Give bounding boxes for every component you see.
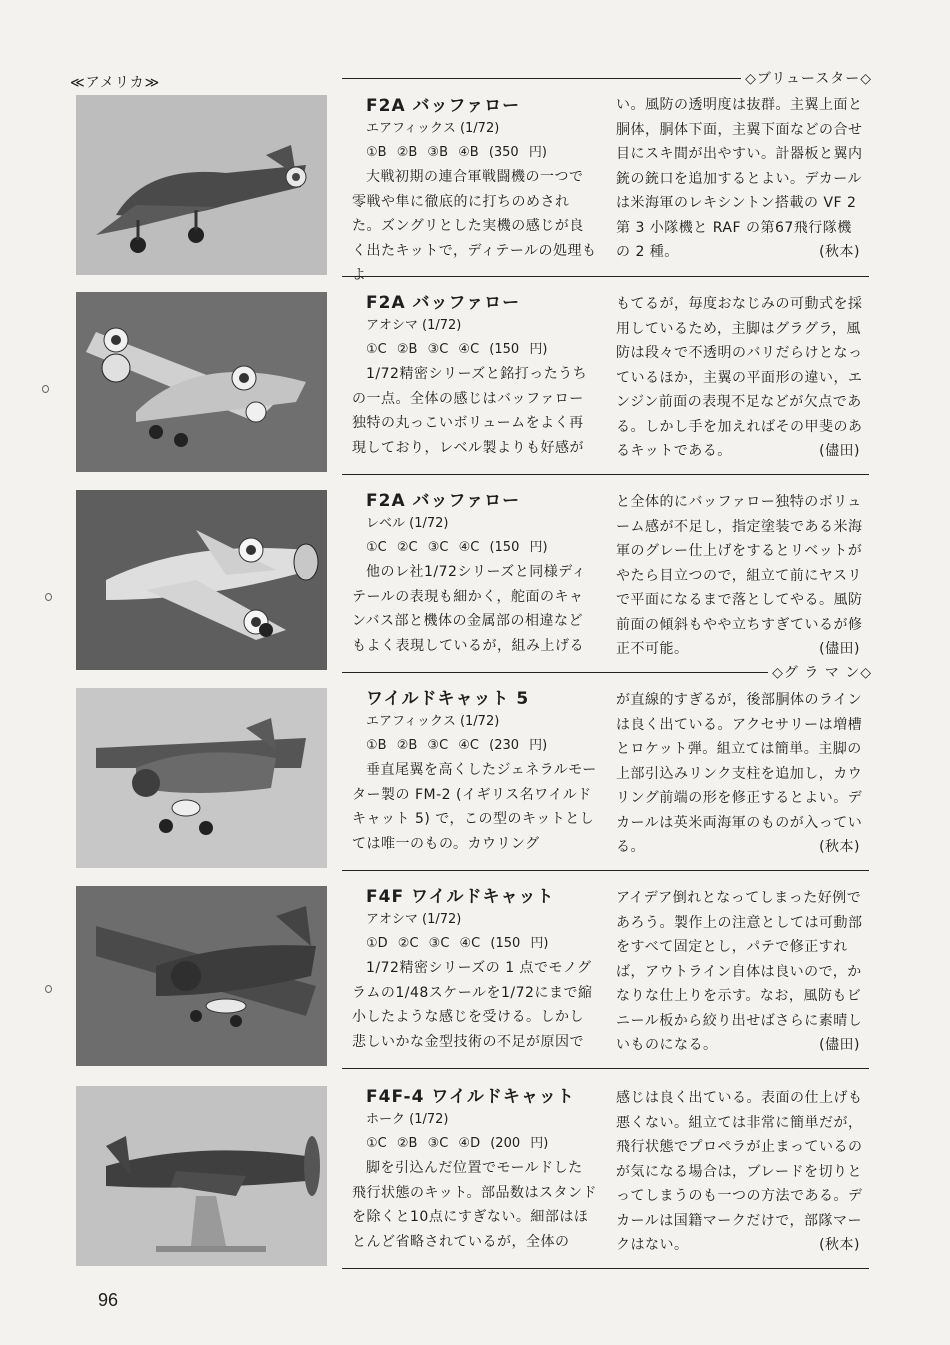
reviewer: (儘田)	[819, 1037, 860, 1053]
kit-ratings: ①B ②B ③B ④B (350 円)	[366, 145, 547, 160]
entry-5-left-column	[352, 886, 597, 1054]
kit-review-part-1: 垂直尾翼を高くしたジェネラルモーター製の FM-2 (イギリス名ワイルドキャット 5) で，この型のキットとしては唯一のもの。カウリング	[352, 762, 597, 852]
kit-photo-3	[76, 490, 327, 670]
kit-photo-5	[76, 886, 327, 1066]
kit-title: F4F ワイルドキャット	[366, 887, 555, 907]
kit-review-part-1: 他のレ社1/72シリーズと同様ディテールの表現も細かく，舵面のキャンバス部と機体の金属部の相違などもよく表現しているが，組み上げる	[352, 564, 587, 654]
kit-ratings: ①C ②B ③C ④D (200 円)	[366, 1136, 549, 1151]
kit-review-part-2: もてるが，毎度おなじみの可動式を採用しているため，主脚はグラグラ，風防は段々で不透明のバリだらけとなっているほか，主翼の平面形の違い，エンジン前面の表現不足などが欠点である。しかし手を加えればその甲斐のあるキットである。 (儘田)	[616, 292, 866, 464]
entry-3-left-column	[352, 490, 597, 658]
kit-ratings: ①C ②C ③C ④C (150 円)	[366, 540, 548, 555]
entry-6-right-column	[616, 1086, 866, 1258]
page-number: 96	[98, 1290, 119, 1310]
kit-photo-2	[76, 292, 327, 472]
reviewer: (儘田)	[819, 641, 860, 657]
kit-review-part-2: と全体的にバッファロー独特のボリューム感が不足し，指定塗装である米海軍のグレー仕上げをするとリベットがやたら目立つので，組立て前にヤスリで平面になるまで落としてやる。風防前面の傾斜もやや立ちすぎているが修正不可能。 (儘田)	[616, 490, 866, 662]
entry-4-right-column	[616, 688, 866, 860]
entry-1-right-column	[616, 93, 866, 265]
kit-review-part-2: が直線的すぎるが，後部胴体のラインは良く出ている。アクセサリーは増槽とロケット弾。組立ては簡単。主脚の上部引込みリンク支柱を追加し，カウリング前端の形を修正するとよい。デカールは英米両海軍のものが入っている。 (秋本)	[616, 688, 866, 860]
kit-ratings: ①B ②B ③C ④C (230 円)	[366, 738, 548, 753]
kit-review-part-1: 1/72精密シリーズと銘打ったうちの一点。全体の感じはバッファロー独特の丸っこいボリュームをよく再現しており，レベル製よりも好感が	[352, 366, 588, 456]
binding-hole-mark	[45, 593, 52, 601]
entry-divider	[342, 1268, 869, 1269]
entry-divider	[342, 474, 869, 475]
kit-ratings: ①D ②C ③C ④C (150 円)	[366, 936, 549, 951]
entry-divider	[342, 276, 869, 277]
kit-maker: アオシマ (1/72)	[366, 912, 462, 927]
entry-6-left-column	[352, 1086, 597, 1254]
entry-4-left-column	[352, 688, 597, 856]
kit-maker: アオシマ (1/72)	[366, 318, 462, 333]
entry-5-right-column	[616, 886, 866, 1058]
entry-2-left-column	[352, 292, 597, 460]
entry-divider	[342, 870, 869, 871]
kit-review-part-1: 大戦初期の連合軍戦闘機の一つで零戦や隼に徹底的に打ちのめされた。ズングリとした実機の感じが良く出たキットで，ディテールの処理もよ	[352, 169, 597, 283]
kit-photo-6	[76, 1086, 327, 1266]
kit-photo-4	[76, 688, 327, 868]
kit-title: F2A バッファロー	[366, 293, 521, 313]
reviewer: (儘田)	[819, 443, 860, 459]
reviewer: (秋本)	[819, 839, 860, 855]
kit-review-part-2: アイデア倒れとなってしまった好例であろう。製作上の注意としては可動部をすべて固定とし，パテで修正すれば，アウトライン自体は良いので，かなりな仕上りを示す。なお，風防もビニール板から絞り出せばさらに素晴しいものになる。 (儘田)	[616, 886, 866, 1058]
kit-ratings: ①C ②B ③C ④C (150 円)	[366, 342, 548, 357]
binding-hole-mark	[45, 985, 52, 993]
section-title: ◇グ ラ マ ン◇	[772, 665, 872, 681]
section-header-brewster	[342, 68, 872, 88]
kit-review-part-1: 脚を引込んだ位置でモールドした飛行状態のキット。部品数はスタンドを除くと10点にすぎない。細部はほとんど省略されているが，全体の	[352, 1160, 597, 1250]
reviewer: (秋本)	[819, 244, 860, 260]
kit-maker: エアフィックス (1/72)	[366, 121, 500, 136]
section-rule	[342, 672, 768, 673]
kit-title: F2A バッファロー	[366, 491, 521, 511]
reviewer: (秋本)	[819, 1237, 860, 1253]
entry-2-right-column	[616, 292, 866, 464]
kit-maker: ホーク (1/72)	[366, 1112, 449, 1127]
kit-title: F2A バッファロー	[366, 96, 521, 116]
entry-1-left-column	[352, 95, 597, 288]
kit-title: F4F-4 ワイルドキャット	[366, 1087, 575, 1107]
section-title: ◇ブリュースター◇	[745, 71, 872, 87]
binding-hole-mark	[42, 385, 49, 393]
kit-review-part-2: い。風防の透明度は抜群。主翼上面と胴体，胴体下面，主翼下面などの合せ目にスキ間が出やすい。計器板と翼内銃の銃口を追加するとよい。デカールは米海軍のレキシントン搭載の VF 2 第 3 小隊機と RAF の第67飛行隊機の 2 種。 (秋本)	[616, 93, 866, 265]
kit-photo-1	[76, 95, 327, 275]
region-label: ≪アメリカ≫	[70, 75, 161, 91]
entry-3-right-column	[616, 490, 866, 662]
entry-divider	[342, 1068, 869, 1069]
section-rule	[342, 78, 741, 79]
kit-review-part-2: 感じは良く出ている。表面の仕上げも悪くない。組立ては非常に簡単だが，飛行状態でプロペラが止まっているのが気になる場合は，ブレードを切りとってしまうのも一つの方法である。デカールは国籍マークだけで，部隊マークはない。 (秋本)	[616, 1086, 866, 1258]
section-header-grumman	[342, 662, 872, 682]
kit-maker: レベル (1/72)	[366, 516, 449, 531]
kit-review-part-1: 1/72精密シリーズの 1 点でモノグラムの1/48スケールを1/72にまで縮小したような感じを受ける。しかし悲しいかな金型技術の不足が原因で	[352, 960, 593, 1050]
kit-maker: エアフィックス (1/72)	[366, 714, 500, 729]
kit-title: ワイルドキャット 5	[366, 689, 530, 709]
